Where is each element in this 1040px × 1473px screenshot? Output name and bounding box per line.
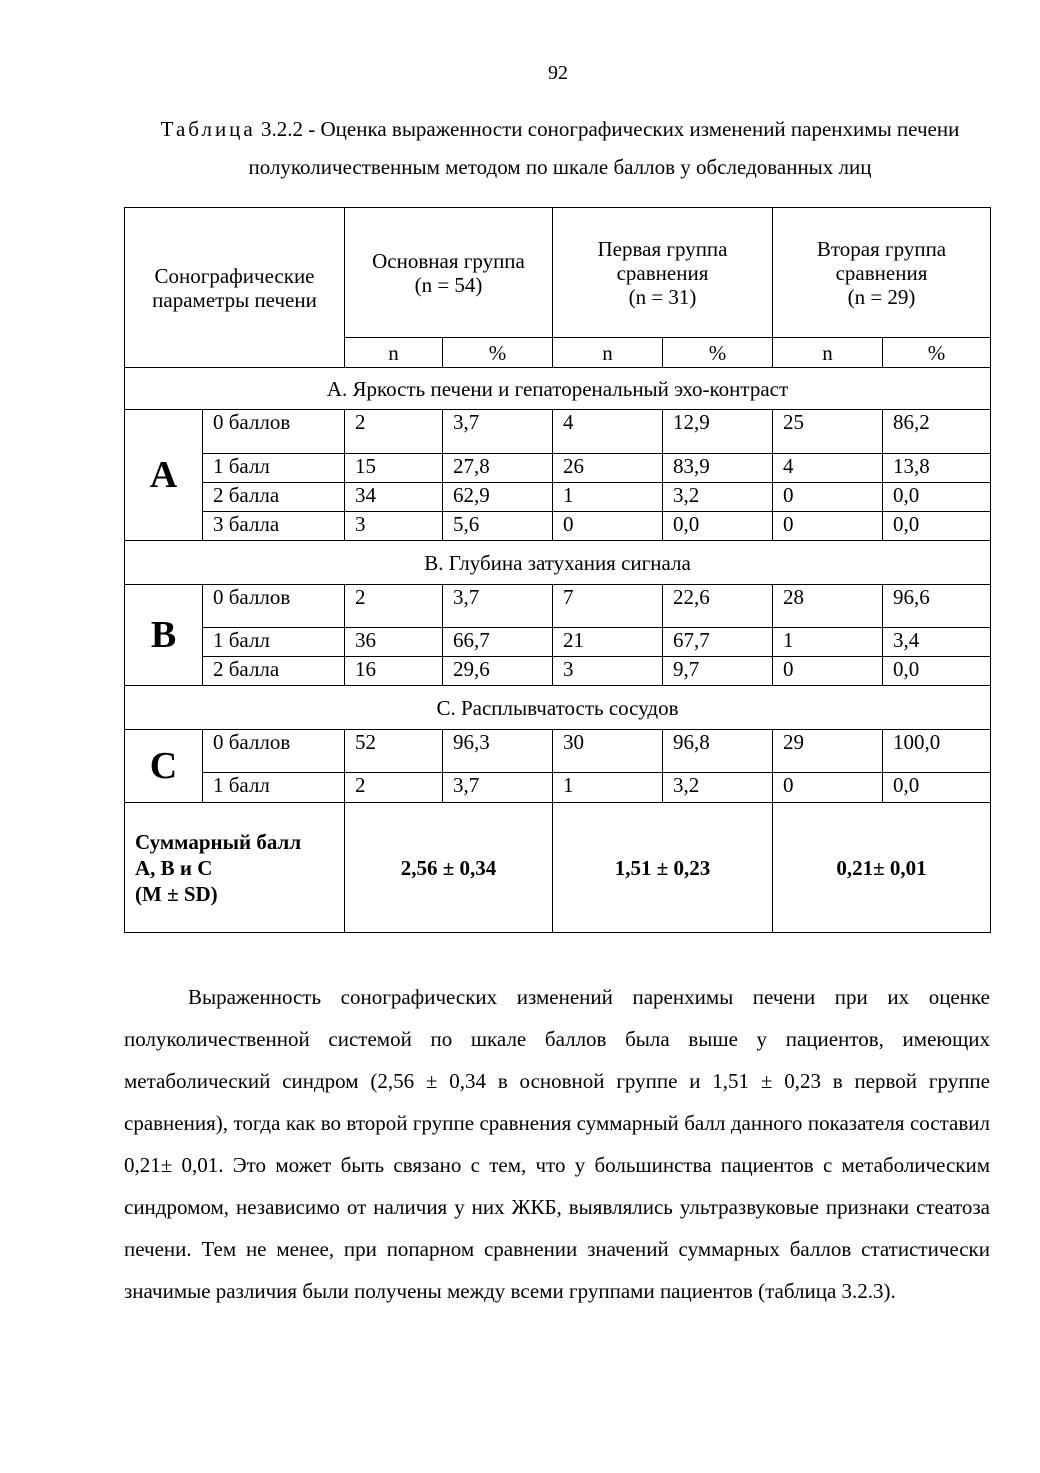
table-cell: 62,9: [443, 483, 553, 512]
table-cell: 0: [773, 483, 883, 512]
score-label: 0 баллов: [203, 585, 345, 628]
table-cell: 3,2: [663, 483, 773, 512]
table-cell: 30: [553, 730, 663, 773]
table-cell: 1: [553, 773, 663, 803]
table-cell: 100,0: [883, 730, 991, 773]
table-cell: 67,7: [663, 628, 773, 657]
table-cell: 0: [553, 512, 663, 541]
table-cell: 0,0: [883, 773, 991, 803]
group-name: Основная группа: [372, 248, 525, 273]
table-cell: 28: [773, 585, 883, 628]
table-cell: 0,0: [883, 657, 991, 686]
table-cell: 16: [345, 657, 443, 686]
body-paragraph: Выраженность сонографических изменений паренхимы печени при их оценке полуколичественной системой по шкале баллов была выше у пациентов, имеющих метаболический синдром (2,56 ± 0,34 в основной группе и 1,51 ± 0,23 в первой группе сравнения), тогда как во второй группе сравнения суммарный балл данного показателя составил 0,21± 0,01. Это может быть связано с тем, что у большинства пациентов с метаболическим синдромом, независимо от наличия у них ЖКБ, выявлялись ультразвуковые признаки стеатоза печени. Тем не менее, при попарном сравнении значений суммарных баллов статистически значимые различия были получены между всеми группами пациентов (таблица 3.2.3).: [124, 985, 990, 1303]
caption-text: 3.2.2 - Оценка выраженности сонографических изменений паренхимы печени полуколичественным методом по шкале баллов у обследованных лиц: [248, 117, 960, 179]
score-label: 2 балла: [203, 483, 345, 512]
table-cell: 2: [345, 585, 443, 628]
table-cell: 36: [345, 628, 443, 657]
section-title-c: С. Расплывчатость сосудов: [125, 686, 991, 730]
table-cell: 4: [773, 454, 883, 483]
table-cell: 9,7: [663, 657, 773, 686]
table-cell: 13,8: [883, 454, 991, 483]
section-letter-b: В: [125, 585, 203, 686]
table-cell: 29,6: [443, 657, 553, 686]
score-label: 0 баллов: [203, 410, 345, 454]
table-cell: 0,0: [883, 483, 991, 512]
table-cell: 0,0: [663, 512, 773, 541]
table-cell: 0,0: [883, 512, 991, 541]
table-cell: 25: [773, 410, 883, 454]
score-label: 1 балл: [203, 454, 345, 483]
section-title-a: А. Яркость печени и гепаторенальный эхо-контраст: [125, 368, 991, 410]
table-cell: 21: [553, 628, 663, 657]
table-cell: 27,8: [443, 454, 553, 483]
group-n: (n = 54): [414, 272, 483, 297]
summary-value-first: 1,51 ± 0,23: [553, 803, 773, 933]
results-table: [124, 207, 991, 933]
group-name: Первая группа сравнения: [597, 236, 728, 285]
section-letter-c: С: [125, 730, 203, 803]
table-cell: 96,3: [443, 730, 553, 773]
table-cell: 3,7: [443, 410, 553, 454]
table-cell: 0: [773, 773, 883, 803]
score-label: 2 балла: [203, 657, 345, 686]
table-cell: 1: [553, 483, 663, 512]
table-cell: 0: [773, 657, 883, 686]
param-header-cell: [125, 208, 345, 368]
score-label: 1 балл: [203, 773, 345, 803]
table-cell: 3,2: [663, 773, 773, 803]
summary-label-line: (M ± SD): [135, 881, 218, 906]
score-label: 0 баллов: [203, 730, 345, 773]
group-name: Вторая группа сравнения: [816, 236, 947, 285]
table-cell: 66,7: [443, 628, 553, 657]
col-pct: %: [443, 338, 553, 368]
group-header-main: [345, 208, 553, 338]
table-cell: 3,7: [443, 773, 553, 803]
group-header-second: [773, 208, 991, 338]
table-cell: 2: [345, 773, 443, 803]
table-cell: 0: [773, 512, 883, 541]
table-cell: 34: [345, 483, 443, 512]
table-caption: [110, 110, 1010, 186]
caption-label: Таблица: [160, 117, 256, 141]
summary-value-second: 0,21± 0,01: [773, 803, 991, 933]
param-header: Сонографические параметры печени: [152, 263, 317, 312]
col-pct: %: [663, 338, 773, 368]
table-cell: 26: [553, 454, 663, 483]
col-n: n: [553, 338, 663, 368]
table-cell: 83,9: [663, 454, 773, 483]
table-cell: 3: [553, 657, 663, 686]
table-cell: 96,6: [883, 585, 991, 628]
col-n: n: [773, 338, 883, 368]
col-pct: %: [883, 338, 991, 368]
table-cell: 5,6: [443, 512, 553, 541]
table-cell: 29: [773, 730, 883, 773]
table-cell: 3: [345, 512, 443, 541]
table-cell: 96,8: [663, 730, 773, 773]
body-paragraph-block: [124, 976, 990, 1312]
summary-label-line: Суммарный балл: [135, 829, 302, 854]
section-title-b: В. Глубина затухания сигнала: [125, 541, 991, 585]
table-cell: 3,7: [443, 585, 553, 628]
table-cell: 4: [553, 410, 663, 454]
group-n: (n = 31): [628, 284, 697, 309]
summary-value-main: 2,56 ± 0,34: [345, 803, 553, 933]
table-cell: 3,4: [883, 628, 991, 657]
group-header-first: [553, 208, 773, 338]
table-cell: 7: [553, 585, 663, 628]
table-cell: 15: [345, 454, 443, 483]
table-cell: 52: [345, 730, 443, 773]
section-letter-a: А: [125, 410, 203, 541]
summary-label: [125, 803, 345, 933]
table-cell: 1: [773, 628, 883, 657]
col-n: n: [345, 338, 443, 368]
table-cell: 2: [345, 410, 443, 454]
group-n: (n = 29): [847, 284, 916, 309]
table-cell: 86,2: [883, 410, 991, 454]
score-label: 3 балла: [203, 512, 345, 541]
page-number: 92: [548, 62, 568, 84]
summary-label-line: А, В и С: [135, 855, 213, 880]
table-cell: 22,6: [663, 585, 773, 628]
table-cell: 12,9: [663, 410, 773, 454]
score-label: 1 балл: [203, 628, 345, 657]
